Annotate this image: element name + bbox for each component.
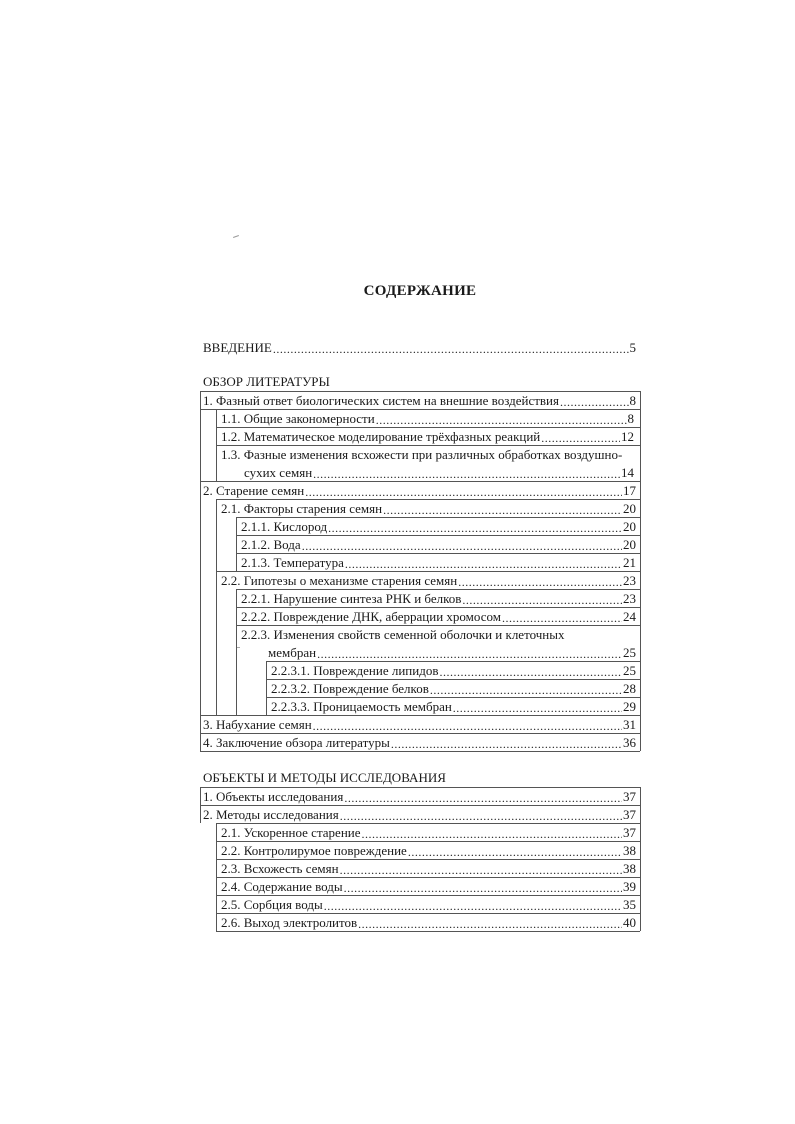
toc-entry <box>271 679 636 697</box>
toc-entry <box>221 913 636 931</box>
toc-entry-page: 35 <box>623 897 636 912</box>
toc-entry-continuation <box>244 463 634 481</box>
toc-leader-dots <box>273 340 629 356</box>
table-border <box>266 661 267 715</box>
toc-entry-text: 2.3. Всхожесть семян <box>221 861 339 876</box>
toc-leader-dots <box>344 879 622 895</box>
table-border <box>216 823 217 931</box>
toc-entry-intro <box>203 338 636 356</box>
toc-entry-text: сухих семян <box>244 465 313 480</box>
toc-entry-page: 23 <box>623 591 636 606</box>
toc-leader-dots <box>408 843 622 859</box>
toc-leader-dots <box>313 465 620 481</box>
table-border <box>200 751 640 752</box>
toc-entry-page: 37 <box>623 807 636 822</box>
section-heading-objects-methods: ОБЪЕКТЫ И МЕТОДЫ ИССЛЕДОВАНИЯ <box>203 770 446 785</box>
toc-entry-page: 28 <box>623 681 636 696</box>
toc-entry-page: 8 <box>629 393 636 408</box>
toc-entry-text: 2. Старение семян <box>203 483 305 498</box>
toc-entry-text: 2.2.3.1. Повреждение липидов <box>271 663 439 678</box>
table-border <box>236 517 237 571</box>
toc-entry-page: 29 <box>623 699 636 714</box>
table-border <box>216 931 640 932</box>
toc-entry <box>221 841 636 859</box>
toc-entry <box>271 697 636 715</box>
toc-entry-text: 2.2.3.2. Повреждение белков <box>271 681 429 696</box>
toc-entry-page: 20 <box>623 501 636 516</box>
toc-entry <box>221 895 636 913</box>
toc-entry-text: 4. Заключение обзора литературы <box>203 735 390 750</box>
toc-entry-page: 37 <box>623 825 636 840</box>
toc-leader-dots <box>362 825 622 841</box>
toc-leader-dots <box>340 807 622 823</box>
toc-entry-text: 1. Фазный ответ биологических систем на внешние воздействия <box>203 393 559 408</box>
toc-entry <box>221 877 636 895</box>
toc-entry <box>241 607 636 625</box>
toc-entry-text: 2.2.2. Повреждение ДНК, аберрации хромосом <box>241 609 501 624</box>
toc-entry <box>203 733 636 751</box>
toc-entry <box>203 391 636 409</box>
toc-entry-continuation <box>268 643 636 661</box>
toc-entry-page: 38 <box>623 843 636 858</box>
toc-leader-dots <box>376 411 627 427</box>
toc-leader-dots <box>462 591 622 607</box>
toc-entry <box>221 445 634 463</box>
toc-entry-text: 2.1.3. Температура <box>241 555 344 570</box>
toc-entry-page: 17 <box>623 483 636 498</box>
toc-leader-dots <box>345 555 622 571</box>
toc-leader-dots <box>302 537 622 553</box>
toc-entry-text: 2.4. Содержание воды <box>221 879 343 894</box>
toc-entry <box>241 553 636 571</box>
table-border <box>640 787 641 931</box>
toc-leader-dots <box>324 897 622 913</box>
toc-entry-text: 2.2. Контролирумое повреждение <box>221 843 407 858</box>
toc-entry <box>271 661 636 679</box>
toc-entry <box>241 625 636 643</box>
toc-entry-text: 2.6. Выход электролитов <box>221 915 358 930</box>
toc-entry-text: 2. Методы исследования <box>203 807 339 822</box>
toc-leader-dots <box>391 735 622 751</box>
table-border <box>216 499 217 715</box>
toc-leader-dots <box>502 609 622 625</box>
toc-entry <box>241 517 636 535</box>
toc-leader-dots <box>458 573 622 589</box>
toc-leader-dots <box>358 915 622 931</box>
toc-entry-text: 2.1. Факторы старения семян <box>221 501 383 516</box>
toc-entry <box>221 823 636 841</box>
toc-leader-dots <box>439 663 622 679</box>
toc-entry-text: 1.1. Общие закономерности <box>221 411 375 426</box>
toc-entry <box>221 427 634 445</box>
toc-entry <box>203 715 636 733</box>
toc-entry-page: 36 <box>623 735 636 750</box>
toc-entry-text: 1.3. Фазные изменения всхожести при различных обработках воздушно- <box>221 447 623 462</box>
toc-entry <box>221 499 636 517</box>
toc-entry-page: 25 <box>623 645 636 660</box>
toc-entry-page: 38 <box>623 861 636 876</box>
toc-entry-page: 24 <box>623 609 636 624</box>
toc-entry-page: 12 <box>621 429 634 444</box>
table-border <box>216 409 217 481</box>
toc-entry-text: 2.1.2. Вода <box>241 537 301 552</box>
toc-entry-page: 31 <box>623 717 636 732</box>
toc-entry <box>203 805 636 823</box>
toc-leader-dots <box>344 789 622 805</box>
toc-entry-page: 21 <box>623 555 636 570</box>
toc-entry-page: 37 <box>623 789 636 804</box>
toc-leader-dots <box>560 393 629 409</box>
toc-leader-dots <box>453 699 622 715</box>
toc-leader-dots <box>430 681 622 697</box>
toc-entry-page: 20 <box>623 537 636 552</box>
toc-leader-dots <box>340 861 622 877</box>
toc-entry-text: 1.2. Математическое моделирование трёхфазных реакций <box>221 429 541 444</box>
toc-leader-dots <box>541 429 620 445</box>
toc-entry-page: 25 <box>623 663 636 678</box>
table-border <box>200 787 201 823</box>
toc-entry-text: ВВЕДЕНИЕ <box>203 340 272 355</box>
toc-leader-dots <box>317 645 622 661</box>
toc-entry <box>203 787 636 805</box>
toc-entry <box>221 571 636 589</box>
toc-entry-page: 23 <box>623 573 636 588</box>
toc-leader-dots <box>383 501 622 517</box>
toc-leader-dots <box>313 717 622 733</box>
toc-leader-dots <box>328 519 622 535</box>
toc-entry-page: 8 <box>627 411 634 426</box>
toc-entry <box>241 589 636 607</box>
toc-entry-page: 20 <box>623 519 636 534</box>
section-heading-literature-review: ОБЗОР ЛИТЕРАТУРЫ <box>203 374 330 389</box>
toc-entry-text: 2.1.1. Кислород <box>241 519 328 534</box>
page-title: СОДЕРЖАНИЕ <box>363 283 477 299</box>
toc-entry <box>203 481 636 499</box>
toc-entry-text: 2.1. Ускоренное старение <box>221 825 361 840</box>
toc-entry-text: мембран <box>268 645 317 660</box>
toc-leader-dots <box>305 483 622 499</box>
toc-entry-page: 5 <box>629 340 636 355</box>
toc-entry-text: 2.2. Гипотезы о механизме старения семян <box>221 573 458 588</box>
toc-entry <box>221 859 636 877</box>
toc-entry-text: 2.2.3. Изменения свойств семенной оболочки и клеточных <box>241 627 565 642</box>
toc-entry-page: 40 <box>623 915 636 930</box>
toc-entry <box>241 535 636 553</box>
toc-entry-page: 14 <box>621 465 634 480</box>
toc-entry-text: 1. Объекты исследования <box>203 789 344 804</box>
toc-entry-text: 2.5. Сорбция воды <box>221 897 323 912</box>
toc-entry-text: 3. Набухание семян <box>203 717 312 732</box>
toc-entry-page: 39 <box>623 879 636 894</box>
table-border <box>640 391 641 751</box>
toc-entry <box>221 409 634 427</box>
toc-entry-text: 2.2.3.3. Проницаемость мембран <box>271 699 452 714</box>
table-border <box>236 589 237 715</box>
toc-entry-text: 2.2.1. Нарушение синтеза РНК и белков <box>241 591 462 606</box>
table-border <box>200 391 201 751</box>
